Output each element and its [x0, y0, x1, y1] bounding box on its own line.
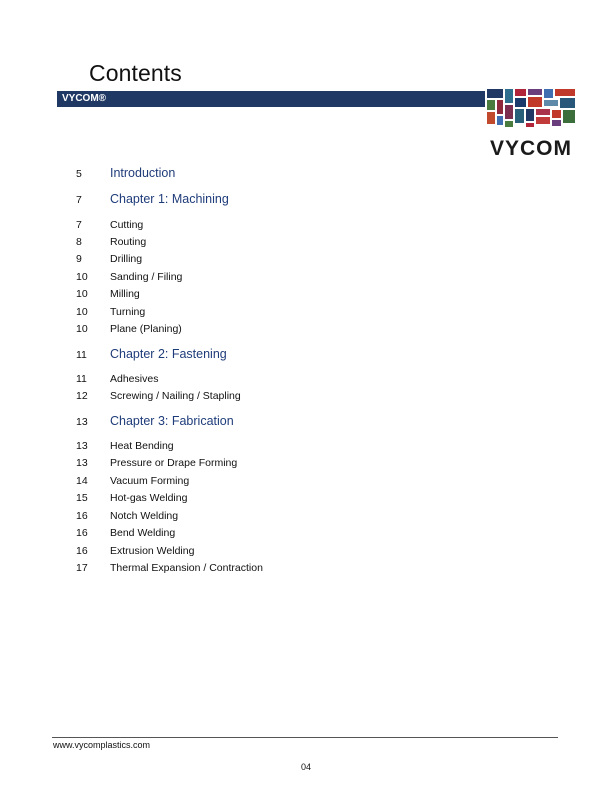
toc-entry-label: Milling: [110, 288, 140, 300]
toc-entry-label: Bend Welding: [110, 527, 176, 539]
svg-text:VYCOM: VYCOM: [489, 137, 573, 159]
toc-page-number: 10: [76, 271, 88, 283]
toc-entry-row[interactable]: [0, 288, 612, 304]
toc-entry-row[interactable]: [0, 306, 612, 322]
toc-entry-row[interactable]: [0, 390, 612, 406]
toc-entry-label: Turning: [110, 306, 146, 318]
toc-entry-row[interactable]: [0, 219, 612, 235]
toc-entry-row[interactable]: [0, 440, 612, 456]
toc-chapter-row[interactable]: [0, 168, 612, 184]
toc-page-number: 9: [76, 253, 82, 265]
toc-page-number: 15: [76, 492, 88, 504]
vycom-logo: [486, 87, 576, 159]
toc-entry-row[interactable]: [0, 510, 612, 526]
toc-chapter-label: Introduction: [110, 166, 176, 180]
toc-page-number: 7: [76, 194, 82, 206]
toc-chapter-label: Chapter 1: Machining: [110, 192, 229, 206]
toc-entry-row[interactable]: [0, 475, 612, 491]
toc-entry-row[interactable]: [0, 492, 612, 508]
toc-entry-label: Heat Bending: [110, 440, 174, 452]
toc-page-number: 14: [76, 475, 88, 487]
toc-page-number: 12: [76, 390, 88, 402]
toc-page-number: 13: [76, 457, 88, 469]
toc-page-number: 5: [76, 168, 82, 180]
toc-chapter-label: Chapter 2: Fastening: [110, 347, 227, 361]
toc-chapter-label: Chapter 3: Fabrication: [110, 414, 234, 428]
toc-page-number: 13: [76, 440, 88, 452]
toc-page-number: 8: [76, 236, 82, 248]
toc-page-number: 10: [76, 288, 88, 300]
toc-page-number: 10: [76, 306, 88, 318]
toc-page-number: 17: [76, 562, 88, 574]
toc-page-number: 10: [76, 323, 88, 335]
toc-entry-label: Plane (Planing): [110, 323, 182, 335]
page-number: 04: [300, 762, 311, 772]
toc-entry-row[interactable]: [0, 253, 612, 269]
logo-mosaic-icon: [486, 87, 576, 159]
footer-rule: [52, 737, 558, 738]
toc-entry-label: Drilling: [110, 253, 143, 265]
toc-page-number: 16: [76, 527, 88, 539]
page-title: Contents: [89, 60, 182, 86]
toc-page-number: 7: [76, 219, 82, 231]
toc-entry-row[interactable]: [0, 545, 612, 561]
footer-url[interactable]: www.vycomplastics.com: [53, 740, 151, 750]
toc-entry-row[interactable]: [0, 373, 612, 389]
toc-entry-label: Hot-gas Welding: [110, 492, 188, 504]
toc-entry-row[interactable]: [0, 562, 612, 578]
toc-chapter-row[interactable]: [0, 349, 612, 365]
toc-page-number: 11: [76, 349, 87, 361]
toc-page-number: 16: [76, 510, 88, 522]
toc-page-number: 16: [76, 545, 88, 557]
toc-entry-row[interactable]: [0, 527, 612, 543]
toc-page-number: 13: [76, 416, 88, 428]
toc-entry-row[interactable]: [0, 271, 612, 287]
toc-entry-label: Sanding / Filing: [110, 271, 183, 283]
toc-entry-label: Routing: [110, 236, 147, 248]
toc-page-number: 11: [76, 373, 87, 385]
toc-entry-label: Screwing / Nailing / Stapling: [110, 390, 241, 402]
toc-entry-label: Vacuum Forming: [110, 475, 190, 487]
brand-bar-label: VYCOM®: [62, 93, 107, 104]
toc-entry-label: Pressure or Drape Forming: [110, 457, 238, 469]
toc-entry-label: Thermal Expansion / Contraction: [110, 562, 263, 574]
toc-entry-row[interactable]: [0, 457, 612, 473]
toc-entry-label: Adhesives: [110, 373, 159, 385]
toc-entry-label: Cutting: [110, 219, 144, 231]
toc-entry-row[interactable]: [0, 236, 612, 252]
toc-chapter-row[interactable]: [0, 416, 612, 432]
toc-chapter-row[interactable]: [0, 194, 612, 210]
toc-entry-row[interactable]: [0, 323, 612, 339]
toc-entry-label: Notch Welding: [110, 510, 179, 522]
toc-entry-label: Extrusion Welding: [110, 545, 195, 557]
brand-bar: [57, 91, 485, 107]
